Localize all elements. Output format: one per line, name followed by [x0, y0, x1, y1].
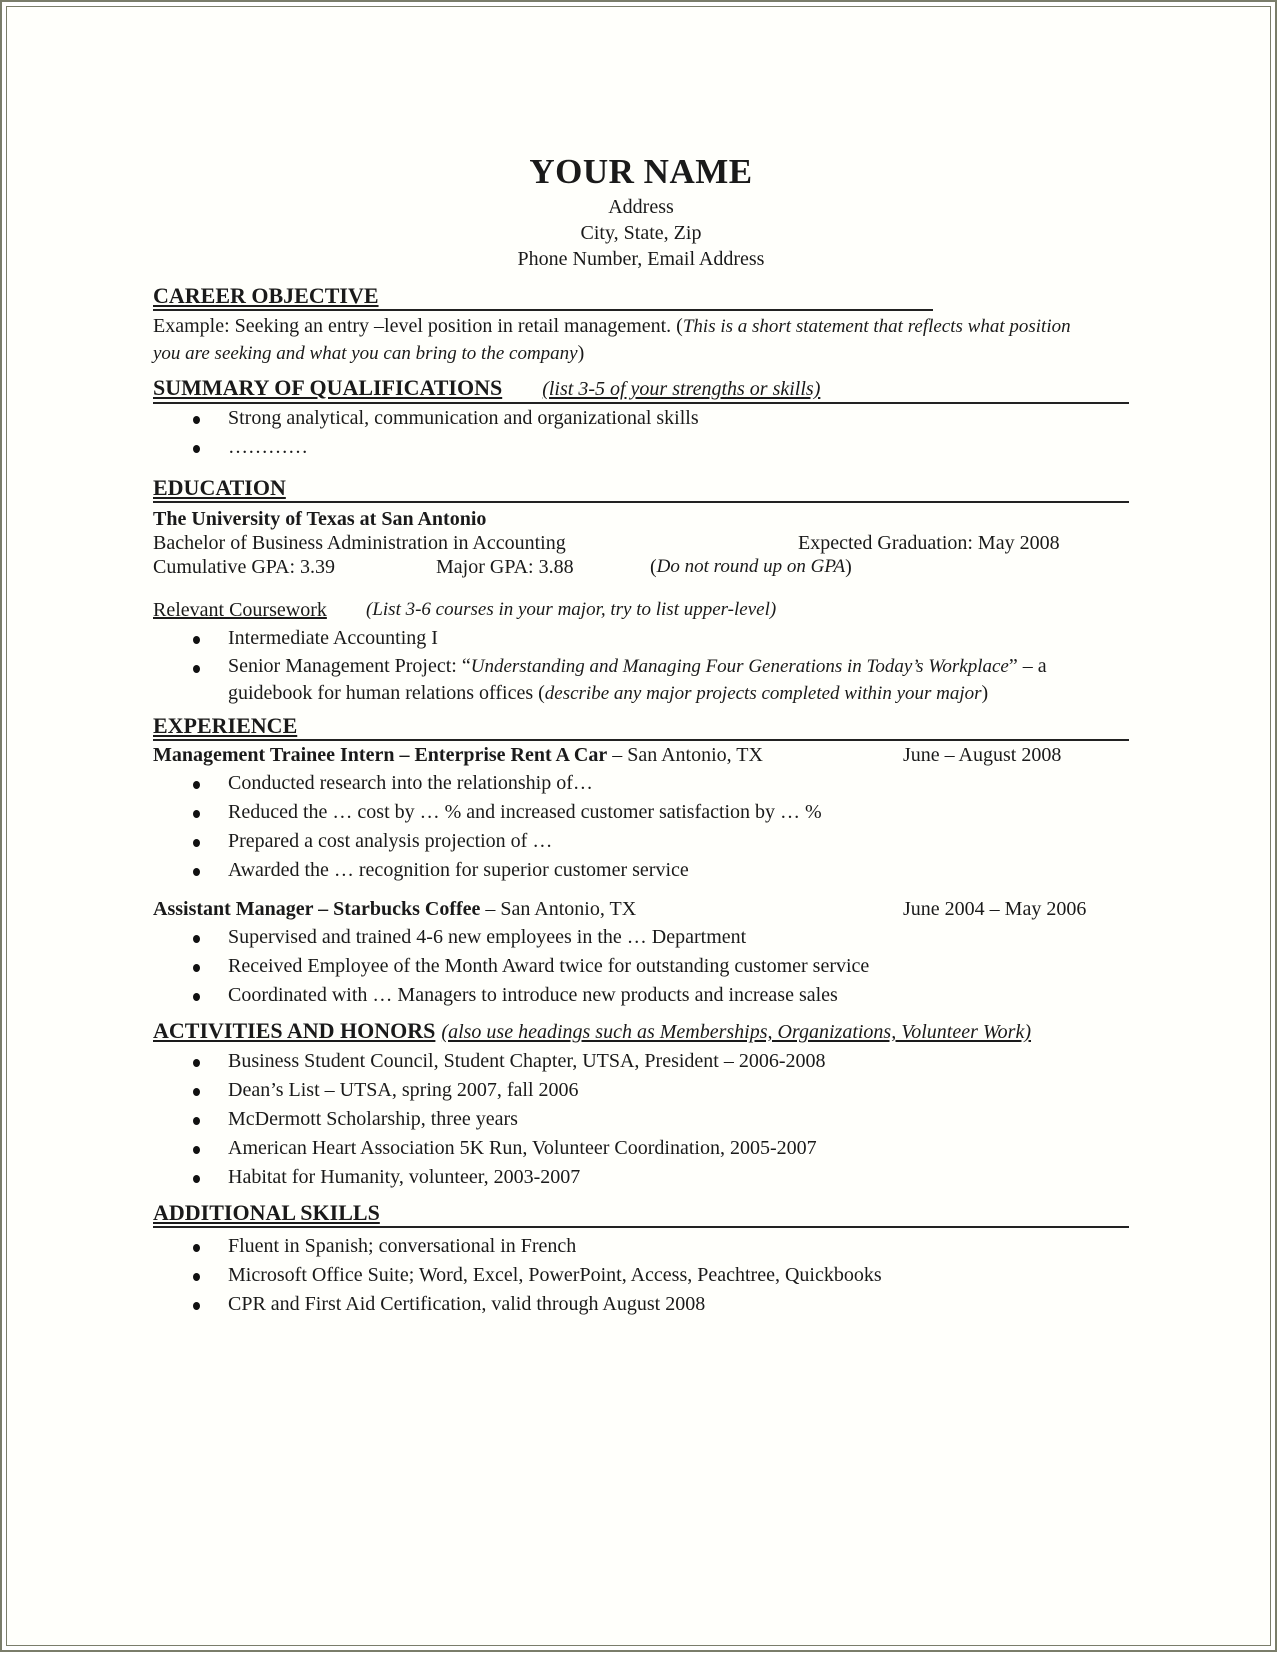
summary-list [153, 404, 1129, 462]
course-title: Understanding and Managing Four Generations in Today’s Workplace [470, 656, 1009, 677]
list-item: ………… [153, 433, 1129, 462]
coursework-list [153, 624, 1129, 707]
list-item: Strong analytical, communication and organizational skills [153, 404, 1129, 433]
list-item [153, 653, 1129, 707]
gpa-row [153, 555, 1129, 579]
skills-list [153, 1232, 1129, 1319]
section-heading: EXPERIENCE [153, 713, 1129, 741]
coursework-note: (List 3-6 courses in your major, try to list upper-level) [366, 599, 777, 620]
objective-note-cont: you are seeking and what you can bring to the company [153, 343, 578, 364]
activities-heading-text: ACTIVITIES AND HONORS [153, 1018, 436, 1043]
course-suffix: ” – a [1008, 655, 1047, 677]
list-item: Fluent in Spanish; conversational in French [153, 1232, 1129, 1261]
job-dates: June – August 2008 [903, 744, 1062, 766]
summary-heading-text: SUMMARY OF QUALIFICATIONS [153, 375, 503, 400]
job-title-line [153, 743, 903, 767]
list-item: Conducted research into the relationship of… [153, 769, 1129, 798]
list-item: Intermediate Accounting I [153, 624, 1129, 653]
coursework-label: Relevant Coursework [153, 599, 327, 621]
job-dates: June 2004 – May 2006 [903, 898, 1087, 920]
experience-section [153, 713, 1129, 1010]
graduation-date: Expected Graduation: May 2008 [798, 532, 1060, 554]
skills-section [153, 1200, 1129, 1319]
course-line2: guidebook for human relations offices ( [228, 682, 545, 704]
job-location: – San Antonio, TX [607, 744, 763, 766]
list-item: Habitat for Humanity, volunteer, 2003-2007 [153, 1163, 1129, 1192]
list-item: Awarded the … recognition for superior customer service [153, 856, 1129, 885]
list-item: American Heart Association 5K Run, Volunteer Coordination, 2005-2007 [153, 1134, 1129, 1163]
list-item: Dean’s List – UTSA, spring 2007, fall 2006 [153, 1076, 1129, 1105]
resume-header [153, 150, 1129, 272]
objective-example: Example: Seeking an entry –level position in retail management. ( [153, 315, 683, 337]
course-prefix: Senior Management Project: “ [228, 655, 471, 677]
education-section [153, 475, 1129, 707]
major-gpa: Major GPA: 3.88 [436, 556, 574, 578]
career-objective-section [153, 283, 1129, 367]
list-item: CPR and First Aid Certification, valid through August 2008 [153, 1290, 1129, 1319]
degree-row [153, 531, 1129, 555]
course-note: describe any major projects completed within your major [544, 683, 982, 704]
coursework-row [153, 598, 1129, 622]
list-item: Coordinated with … Managers to introduce new products and increase sales [153, 981, 1129, 1010]
course-note-close: ) [981, 682, 989, 704]
gpa-note: Do not round up on GPA [656, 556, 846, 577]
section-heading [153, 1018, 1129, 1045]
list-item: Reduced the … cost by … % and increased customer satisfaction by … % [153, 798, 1129, 827]
job-title: Assistant Manager – Starbucks Coffee [153, 898, 481, 920]
job-bullets [153, 923, 1129, 1010]
job-location: – San Antonio, TX [480, 898, 637, 920]
objective-text-line2 [153, 340, 1129, 367]
summary-note: (list 3-5 of your strengths or skills) [542, 378, 821, 400]
job-row [153, 743, 1129, 767]
job-row [153, 897, 1129, 921]
contact-line: Phone Number, Email Address [517, 248, 765, 270]
activities-note: (also use headings such as Memberships, Organizations, Volunteer Work) [441, 1021, 1032, 1043]
objective-note: This is a short statement that reflects what position [682, 316, 1071, 337]
list-item: Business Student Council, Student Chapter, UTSA, President – 2006-2008 [153, 1047, 1129, 1076]
list-item: Microsoft Office Suite; Word, Excel, PowerPoint, Access, Peachtree, Quickbooks [153, 1261, 1129, 1290]
section-heading: EDUCATION [153, 475, 1129, 503]
list-item: Supervised and trained 4-6 new employees in the … Department [153, 923, 1129, 952]
section-heading [153, 375, 1129, 404]
activities-list [153, 1047, 1129, 1192]
job-title: Management Trainee Intern – Enterprise Rent A Car [153, 744, 608, 766]
section-heading: CAREER OBJECTIVE [153, 283, 933, 311]
city-state-zip: City, State, Zip [580, 222, 702, 244]
applicant-name: YOUR NAME [529, 152, 753, 191]
list-item: Received Employee of the Month Award twice for outstanding customer service [153, 952, 1129, 981]
job-bullets [153, 769, 1129, 885]
objective-close: ) [577, 342, 585, 364]
job-title-line [153, 897, 903, 921]
list-item: Prepared a cost analysis projection of … [153, 827, 1129, 856]
cumulative-gpa: Cumulative GPA: 3.39 [153, 556, 336, 578]
list-item: McDermott Scholarship, three years [153, 1105, 1129, 1134]
activities-section [153, 1018, 1129, 1192]
gpa-note-close: ) [845, 556, 852, 578]
degree: Bachelor of Business Administration in Accounting [153, 532, 566, 554]
school-name-text: The University of Texas at San Antonio [153, 508, 487, 530]
section-heading: ADDITIONAL SKILLS [153, 1200, 1129, 1228]
address-line: Address [608, 196, 674, 218]
school-name [153, 507, 1129, 531]
objective-text [153, 313, 1129, 340]
gpa-note-open: ( [650, 556, 657, 578]
summary-section [153, 375, 1129, 462]
